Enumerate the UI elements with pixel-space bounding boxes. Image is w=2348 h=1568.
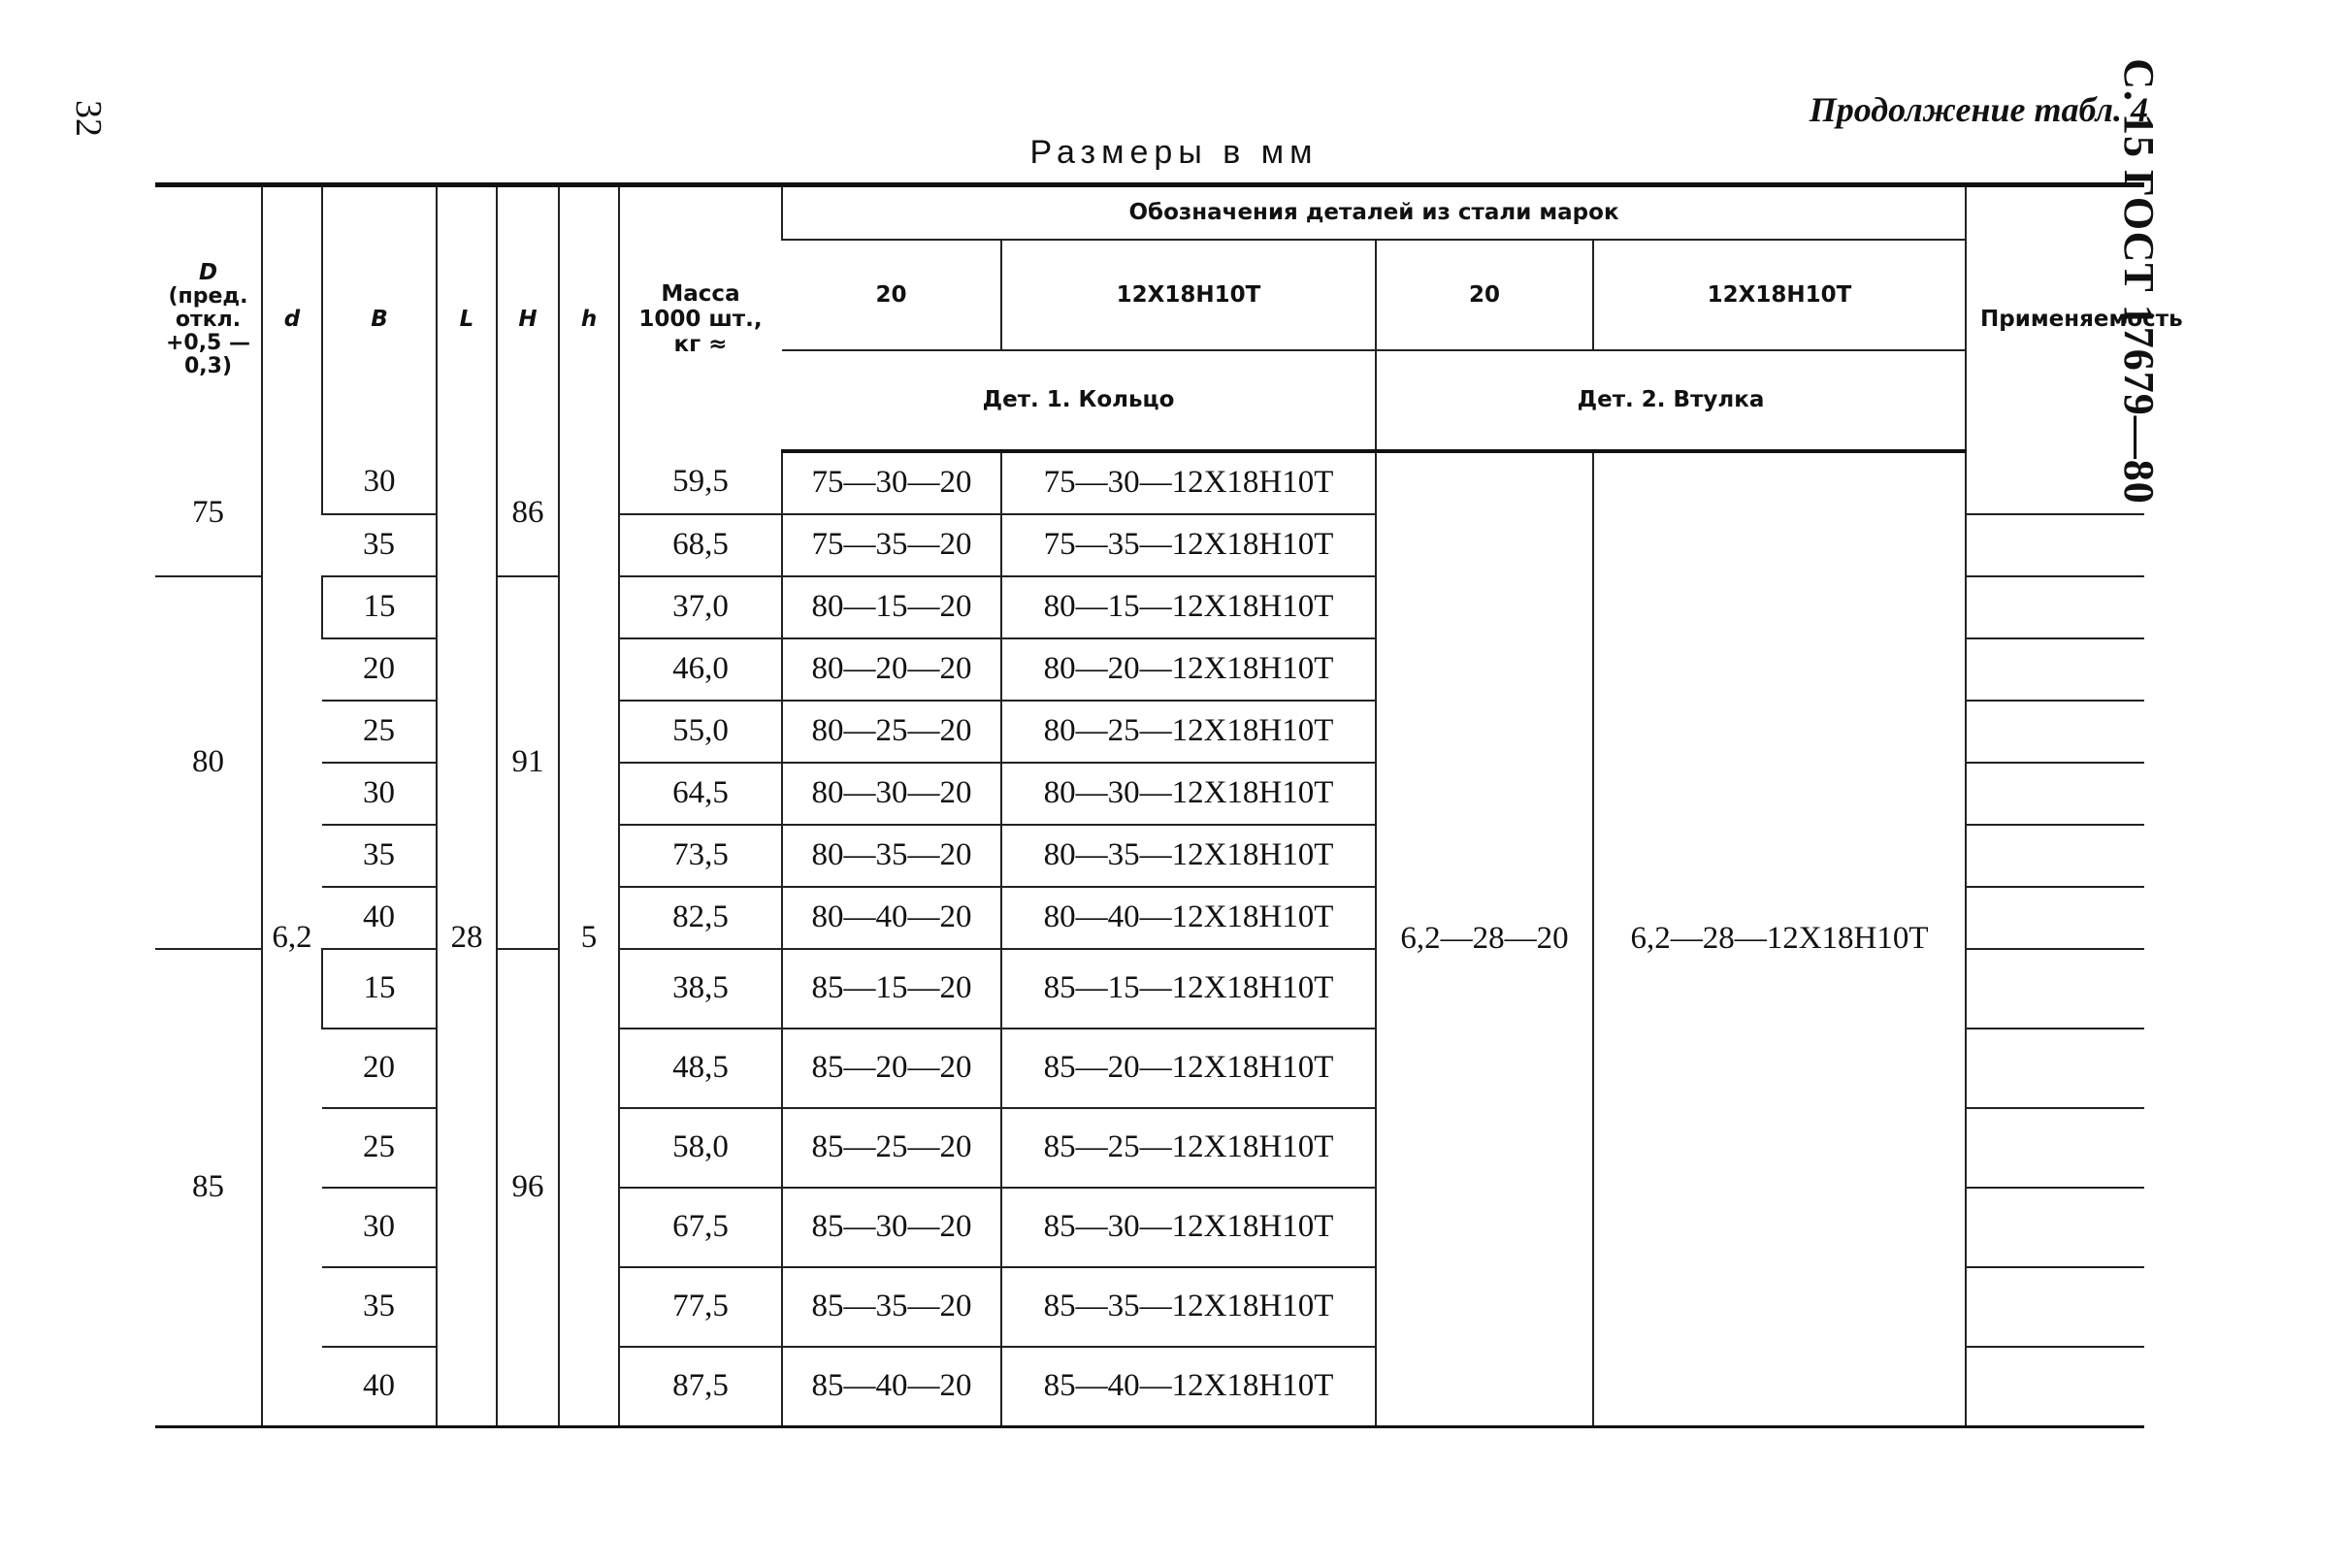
cell-mass: 67,5 [619, 1188, 782, 1267]
header-part2-bushing: Дет. 2. Втулка [1376, 350, 1966, 451]
cell-ring-20: 80—20—20 [782, 638, 1001, 701]
header-B: B [322, 185, 437, 451]
cell-mass: 87,5 [619, 1347, 782, 1427]
cell-ring-20: 85—35—20 [782, 1267, 1001, 1347]
table-row [155, 451, 2144, 514]
cell-ring-12x18: 75—35—12Х18Н10Т [1001, 514, 1376, 576]
cell-applicability [1966, 1267, 2144, 1347]
header-D [155, 185, 262, 451]
cell-ring-20: 85—25—20 [782, 1108, 1001, 1188]
cell-applicability [1966, 514, 2144, 576]
cell-ring-20: 80—25—20 [782, 701, 1001, 763]
header-mass: Масса 1000 шт., кг ≈ [619, 185, 782, 451]
cell-mass: 55,0 [619, 701, 782, 763]
cell-H: 86 [497, 451, 559, 576]
cell-ring-12x18: 85—15—12Х18Н10Т [1001, 949, 1376, 1029]
cell-ring-12x18: 85—20—12Х18Н10Т [1001, 1029, 1376, 1108]
header-part1-ring: Дет. 1. Кольцо [782, 350, 1376, 451]
cell-applicability [1966, 701, 2144, 763]
cell-D: 85 [192, 1169, 224, 1204]
cell-B: 35 [322, 1267, 437, 1347]
cell-ring-20: 85—15—20 [782, 949, 1001, 1029]
cell-applicability [1966, 576, 2144, 638]
cell-B: 35 [322, 825, 437, 887]
cell-ring-12x18: 85—35—12Х18Н10Т [1001, 1267, 1376, 1347]
header-D-symbol: D [198, 259, 218, 285]
page-number: 32 [68, 100, 109, 137]
cell-mass: 58,0 [619, 1108, 782, 1188]
cell-B: 15 [322, 949, 437, 1029]
header-L: L [437, 185, 497, 451]
cell-ring-20: 85—30—20 [782, 1188, 1001, 1267]
cell-applicability [1966, 825, 2144, 887]
cell-ring-12x18: 80—35—12Х18Н10Т [1001, 825, 1376, 887]
cell-D: 75 [155, 451, 262, 576]
cell-applicability [1966, 451, 2144, 514]
cell-ring-20: 85—40—20 [782, 1347, 1001, 1427]
cell-ring-12x18: 80—40—12Х18Н10Т [1001, 887, 1376, 949]
cell-mass: 48,5 [619, 1029, 782, 1108]
cell-mass: 59,5 [619, 451, 782, 514]
cell-B: 25 [322, 701, 437, 763]
header-h: h [559, 185, 619, 451]
cell-H: 96 [497, 949, 559, 1427]
header-d: d [262, 185, 322, 451]
cell-ring-12x18: 80—30—12Х18Н10Т [1001, 763, 1376, 825]
cell-applicability [1966, 1188, 2144, 1267]
cell-ring-12x18: 85—25—12Х18Н10Т [1001, 1108, 1376, 1188]
gost-page-label: С. 15 ГОСТ 17679—80 [2115, 58, 2163, 505]
header-applicability: Применяемость [1966, 185, 2144, 451]
cell-applicability [1966, 1029, 2144, 1108]
cell-B: 15 [322, 576, 437, 638]
cell-applicability [1966, 763, 2144, 825]
cell-B: 30 [322, 1188, 437, 1267]
cell-H: 91 [497, 576, 559, 949]
cell-mass: 73,5 [619, 825, 782, 887]
cell-mass: 68,5 [619, 514, 782, 576]
cell-mass: 38,5 [619, 949, 782, 1029]
cell-ring-20: 80—35—20 [782, 825, 1001, 887]
cell-mass: 82,5 [619, 887, 782, 949]
cell-ring-20: 75—35—20 [782, 514, 1001, 576]
cell-h: 5 [559, 451, 619, 1427]
cell-applicability [1966, 949, 2144, 1029]
cell-ring-20: 80—30—20 [782, 763, 1001, 825]
cell-B: 30 [322, 763, 437, 825]
header-H: H [497, 185, 559, 451]
cell-bushing-20: 6,2—28—20 [1376, 451, 1593, 1427]
cell-applicability [1966, 887, 2144, 949]
cell-mass: 37,0 [619, 576, 782, 638]
cell-B: 35 [322, 514, 437, 576]
cell-d: 6,2 [262, 451, 322, 1427]
units-caption: Размеры в мм [1029, 134, 1319, 171]
cell-ring-12x18: 80—20—12Х18Н10Т [1001, 638, 1376, 701]
cell-B: 40 [322, 887, 437, 949]
header-steel-20-ring: 20 [782, 240, 1001, 350]
header-D-tolerance: (пред. откл. +0,5 —0,3) [165, 283, 251, 378]
cell-B: 30 [322, 451, 437, 514]
cell-B: 40 [363, 1368, 395, 1403]
cell-mass: 46,0 [619, 638, 782, 701]
cell-ring-12x18: 80—15—12Х18Н10Т [1001, 576, 1376, 638]
cell-ring-20: 75—30—20 [782, 451, 1001, 514]
cell-ring-20: 85—20—20 [782, 1029, 1001, 1108]
cell-applicability [1966, 638, 2144, 701]
cell-ring-20: 80—15—20 [782, 576, 1001, 638]
cell-applicability [1966, 1347, 2144, 1427]
cell-mass: 64,5 [619, 763, 782, 825]
cell-ring-12x18: 75—30—12Х18Н10Т [1001, 451, 1376, 514]
header-designations: Обозначения деталей из стали марок [782, 185, 1966, 240]
table-continuation-caption: Продолжение табл. 4 [1809, 90, 2148, 129]
cell-mass: 77,5 [619, 1267, 782, 1347]
cell-ring-20: 80—40—20 [782, 887, 1001, 949]
header-steel-12x18-ring: 12Х18Н10Т [1001, 240, 1376, 350]
cell-B: 25 [322, 1108, 437, 1188]
cell-B: 20 [322, 638, 437, 701]
header-steel-12x18-bushing: 12Х18Н10Т [1593, 240, 1966, 350]
cell-L: 28 [437, 451, 497, 1427]
cell-ring-12x18: 85—40—12Х18Н10Т [1001, 1347, 1376, 1427]
cell-D: 80 [155, 576, 262, 949]
cell-ring-12x18: 85—30—12Х18Н10Т [1001, 1188, 1376, 1267]
header-steel-20-bushing: 20 [1376, 240, 1593, 350]
cell-applicability [1966, 1108, 2144, 1188]
cell-bushing-12x18: 6,2—28—12Х18Н10Т [1593, 451, 1966, 1427]
cell-ring-12x18: 80—25—12Х18Н10Т [1001, 701, 1376, 763]
cell-B: 20 [322, 1029, 437, 1108]
